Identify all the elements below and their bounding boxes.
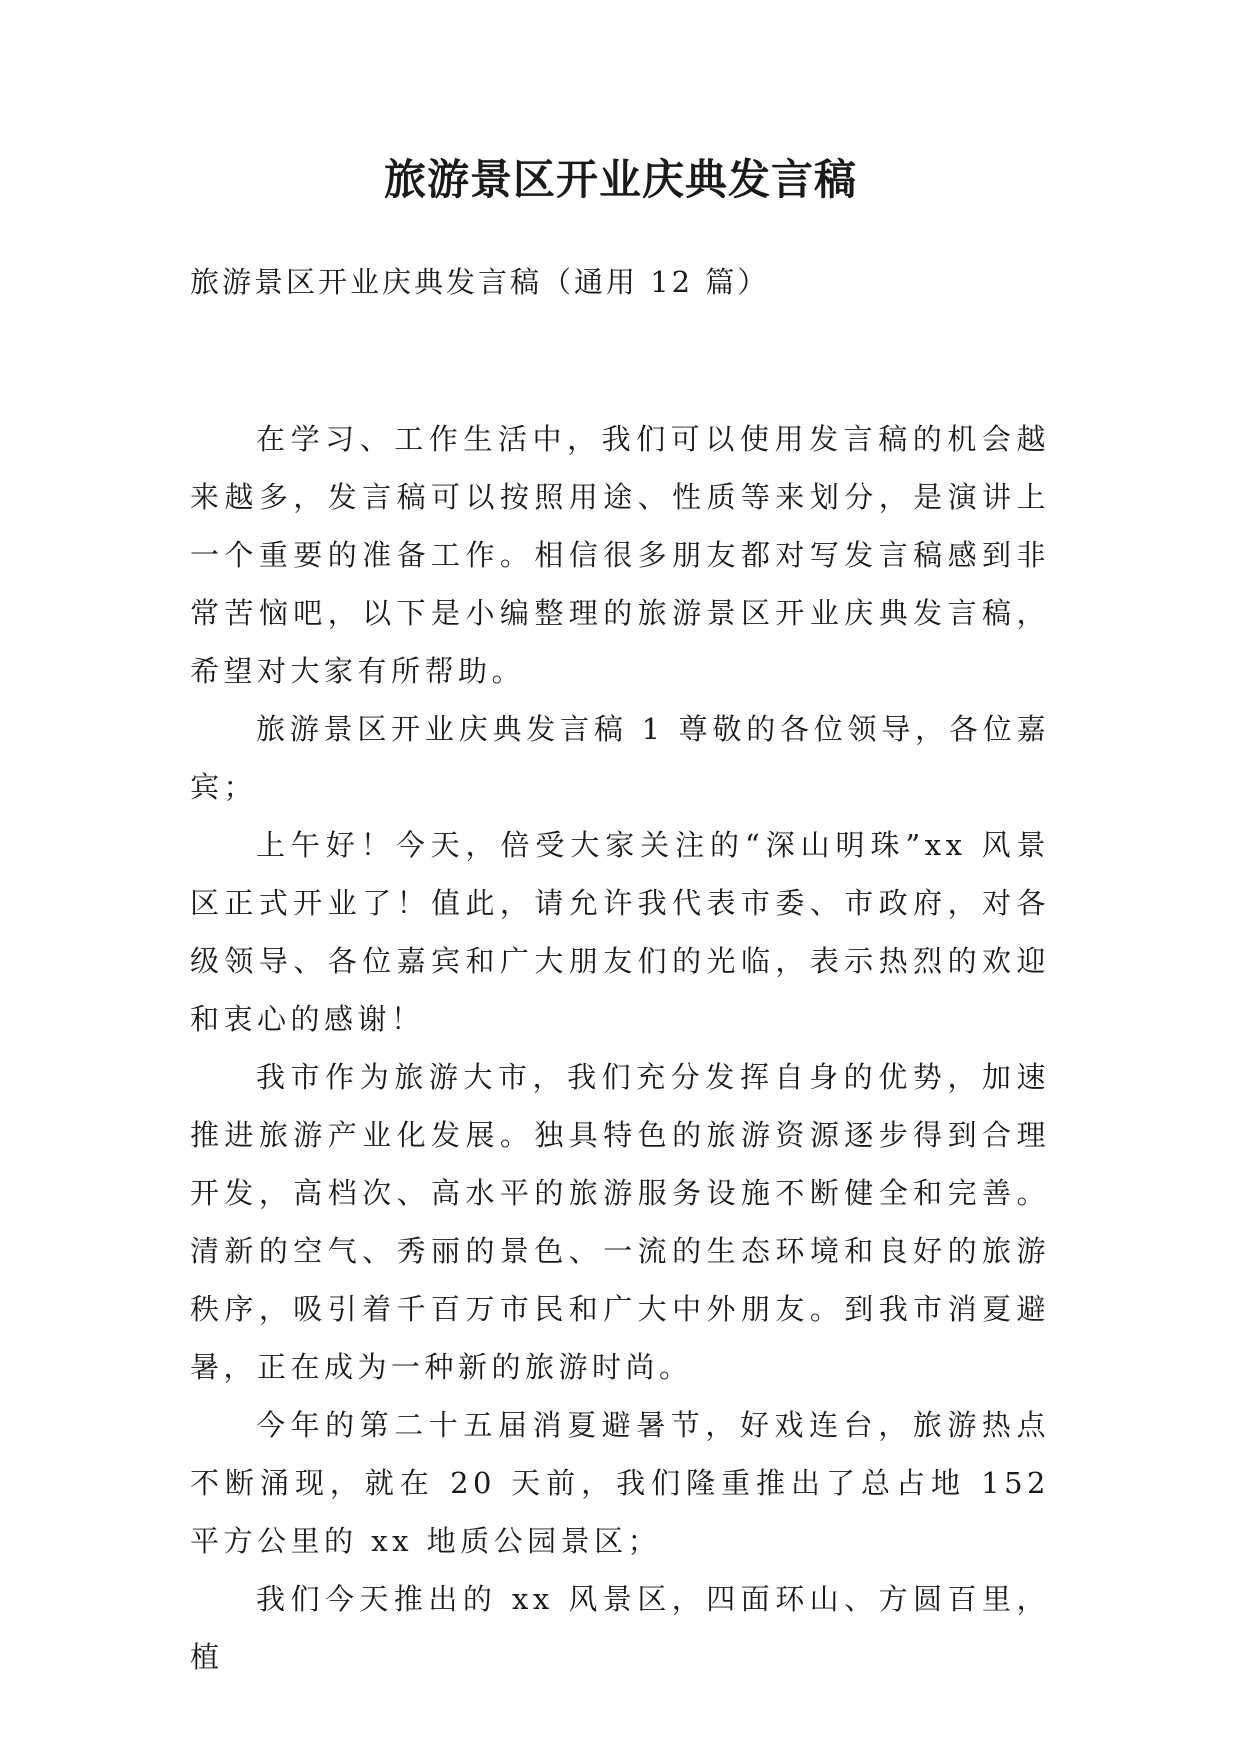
paragraph-intro: 在学习、工作生活中，我们可以使用发言稿的机会越来越多，发言稿可以按照用途、性质等来划分，是演讲上一个重要的准备工作。相信很多朋友都对写发言稿感到非常苦恼吧，以下是小编整理的旅游景区开业庆典发言稿，希望对大家有所帮助。 (190, 422, 1050, 688)
paragraph-scenic-area: 我们今天推出的 xx 风景区，四面环山、方圆百里，植 (190, 1582, 1050, 1674)
paragraph-city-tourism: 我市作为旅游大市，我们充分发挥自身的优势，加速推进旅游产业化发展。独具特色的旅游资源逐步得到合理开发，高档次、高水平的旅游服务设施不断健全和完善。清新的空气、秀丽的景色、一流的生态环境和良好的旅游秩序，吸引着千百万市民和广大中外朋友。到我市消夏避暑，正在成为一种新的旅游时尚。 (190, 1060, 1050, 1384)
paragraph-speech-heading: 旅游景区开业庆典发言稿 1 尊敬的各位领导，各位嘉宾； (190, 712, 1050, 804)
document-subtitle: 旅游景区开业庆典发言稿（通用 12 篇） (190, 265, 770, 299)
document-title: 旅游景区开业庆典发言稿 (383, 155, 857, 204)
document-body (190, 410, 1050, 1686)
paragraph-greeting: 上午好！今天，倍受大家关注的“深山明珠”xx 风景区正式开业了！值此，请允许我代表市委、市政府，对各级领导、各位嘉宾和广大朋友们的光临，表示热烈的欢迎和衷心的感谢！ (190, 828, 1050, 1036)
paragraph-festival: 今年的第二十五届消夏避暑节，好戏连台，旅游热点不断涌现，就在 20 天前，我们隆重推出了总占地 152 平方公里的 xx 地质公园景区； (190, 1408, 1050, 1558)
